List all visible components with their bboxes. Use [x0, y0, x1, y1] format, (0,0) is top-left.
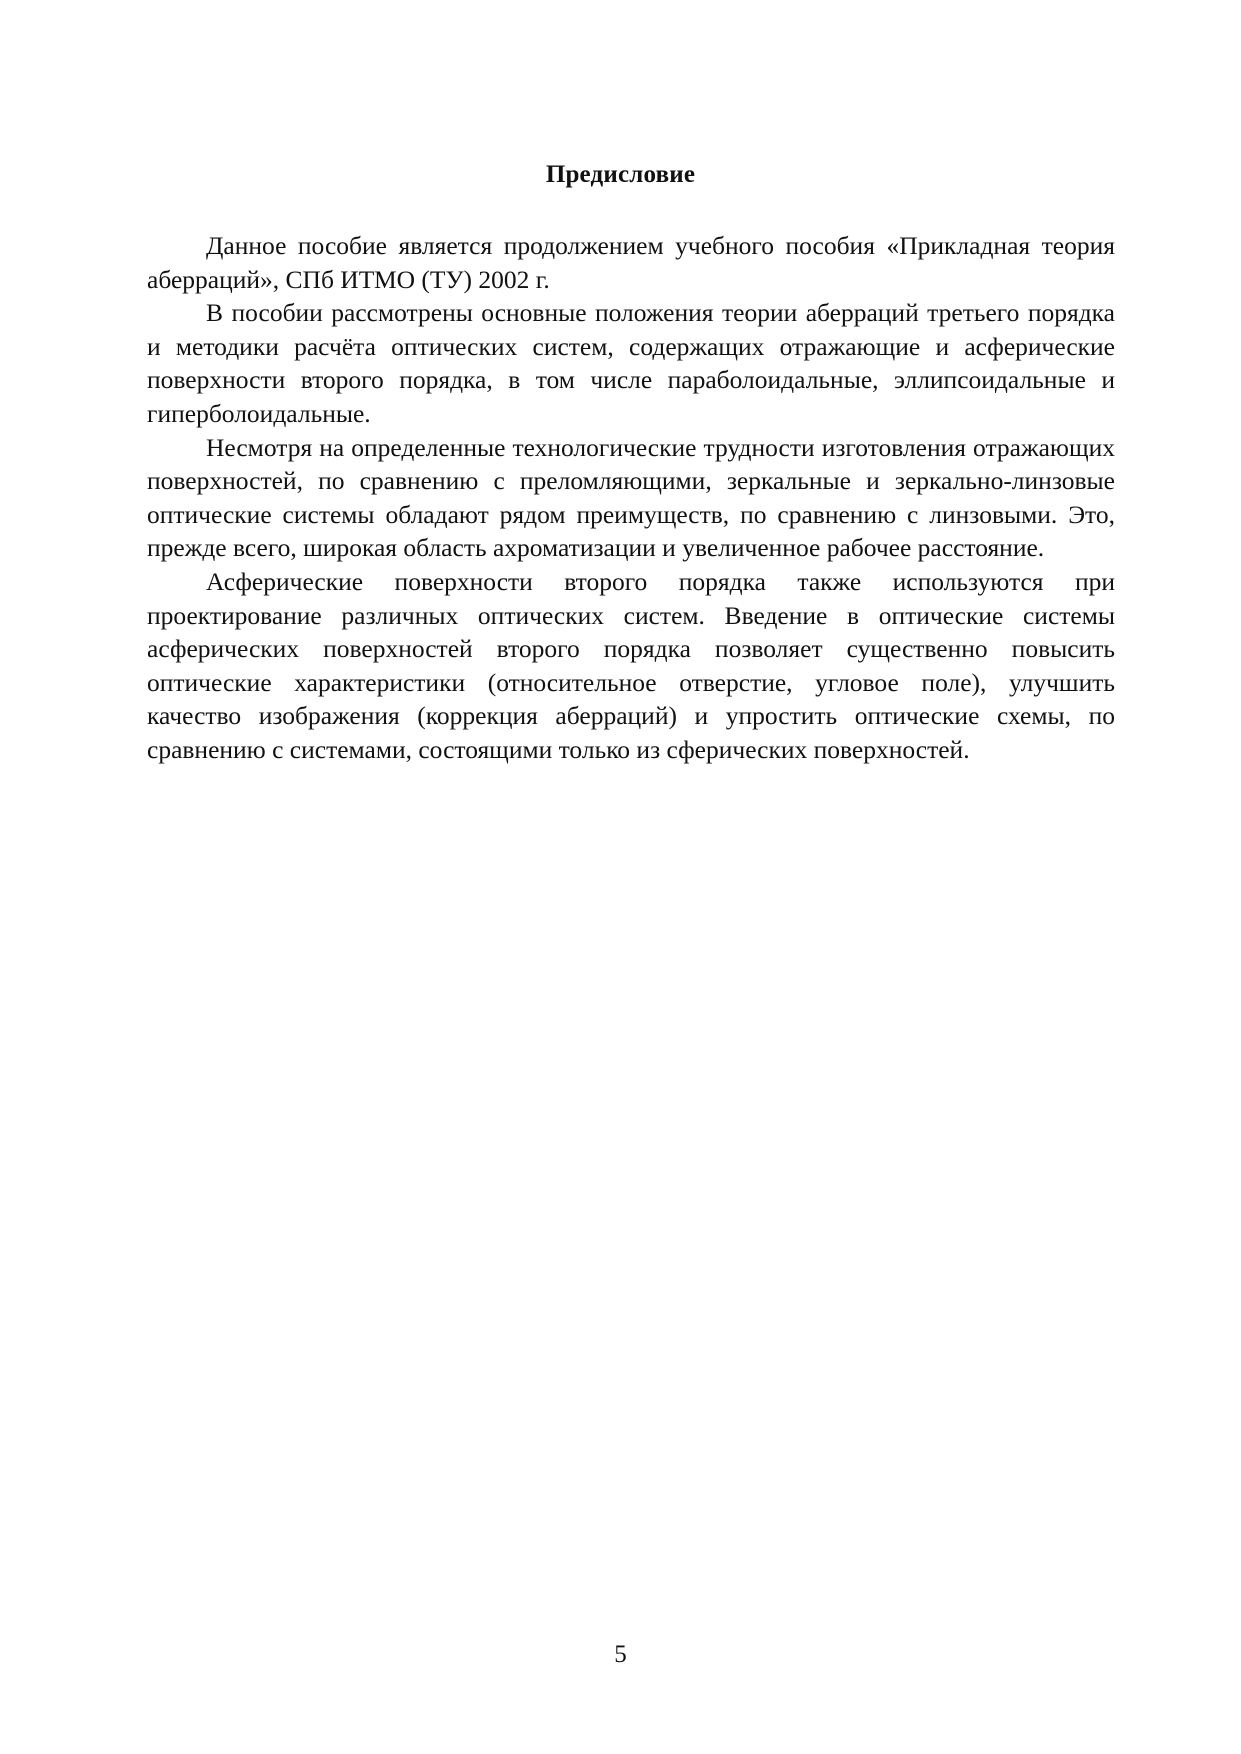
- paragraph-1: Данное пособие является продолжением учебного пособия «Прикладная теория аберраций», СПб ИТМО (ТУ) 2002 г.: [147, 231, 1115, 294]
- paragraph-3: Несмотря на определенные технологические трудности изготовления отражающих поверхностей, по сравнению с преломляющими, зеркальные и зеркально-линзовые оптические системы обладают рядом преимуществ, по сравнению с линзовыми. Это, прежде всего, широкая область ахроматизации и увеличенное рабочее расстояние.: [147, 432, 1115, 563]
- paragraph-4: Асферические поверхности второго порядка также используются при проектирование различных оптических систем. Введение в оптические системы асферических поверхностей второго порядка позволяет существенно повысить оптические характеристики (относительное отверстие, угловое поле), улучшить качество изображения (коррекция аберраций) и упростить оптические схемы, по сравнению с системами, состоящими только из сферических поверхностей.: [147, 566, 1115, 764]
- paragraph-2: В пособии рассмотрены основные положения теории аберраций третьего порядка и методики расчёта оптических систем, содержащих отражающие и асферические поверхности второго порядка, в том числе параболоидальные, эллипсоидальные и гиперболоидальные.: [147, 298, 1115, 428]
- page-title: Предисловие: [545, 161, 696, 188]
- preface-body: [147, 229, 1115, 767]
- page-number: 5: [614, 1641, 627, 1668]
